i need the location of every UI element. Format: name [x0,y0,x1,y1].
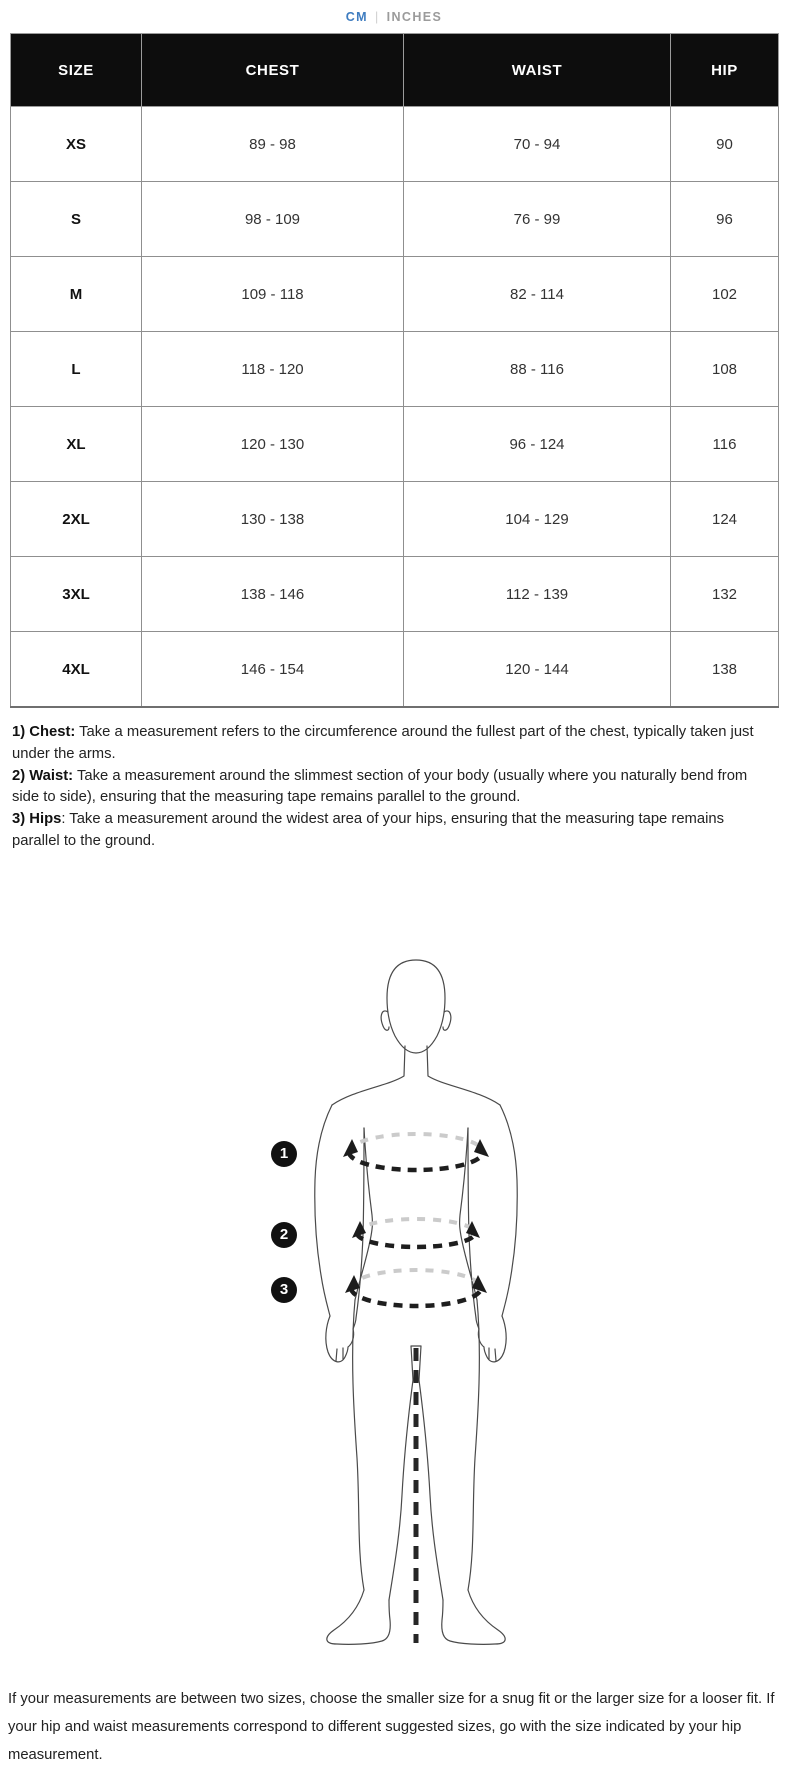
cell-size: 3XL [11,557,142,632]
hip-marker-badge: 3 [271,1277,297,1303]
column-header-chest: CHEST [142,34,404,107]
table-row [11,407,779,482]
cell-hip: 102 [671,257,779,332]
cell-waist: 70 - 94 [404,107,671,182]
instruction-waist-label: 2) Waist: [12,767,74,784]
cell-chest: 109 - 118 [142,257,404,332]
waist-marker-badge: 2 [271,1222,297,1248]
cell-hip: 96 [671,182,779,257]
tab-inches[interactable]: INCHES [386,10,443,24]
hip-ring-far [351,1270,481,1288]
cell-chest: 146 - 154 [142,632,404,708]
instruction-chest [12,722,774,766]
cell-size: XL [11,407,142,482]
instruction-waist [12,766,774,810]
cell-chest: 138 - 146 [142,557,404,632]
instruction-waist-text: Take a measurement around the slimmest section of your body (usually where you naturally bend from side to side), ensuring that the measuring tape remains parallel to the ground. [12,767,748,806]
cell-waist: 120 - 144 [404,632,671,708]
instruction-hips-text: : Take a measurement around the widest area of your hips, ensuring that the measuring tape remains parallel to the ground. [12,811,725,849]
cell-chest: 118 - 120 [142,332,404,407]
cell-waist: 96 - 124 [404,407,671,482]
column-header-size: SIZE [11,34,142,107]
cell-waist: 88 - 116 [404,332,671,407]
table-row [11,557,779,632]
cell-waist: 82 - 114 [404,257,671,332]
cell-size: M [11,257,142,332]
cell-size: XS [11,107,142,182]
cell-chest: 120 - 130 [142,407,404,482]
hip-ring-near [351,1288,481,1306]
tab-cm[interactable]: CM [345,10,368,24]
waist-ring-far [357,1219,475,1233]
instruction-chest-text: Take a measurement refers to the circumference around the fullest part of the chest, typically taken just under the arms. [12,724,754,762]
cell-waist: 104 - 129 [404,482,671,557]
cell-waist: 76 - 99 [404,182,671,257]
cell-size: S [11,182,142,257]
cell-hip: 132 [671,557,779,632]
cell-hip: 116 [671,407,779,482]
table-row [11,482,779,557]
chest-ring-near [349,1152,483,1170]
size-chart-table [10,33,779,708]
head-outline [387,960,445,1053]
cell-hip: 138 [671,632,779,708]
toggle-divider: | [374,10,380,24]
waist-ring-near [357,1233,475,1247]
table-row [11,182,779,257]
cell-size: 2XL [11,482,142,557]
cell-waist: 112 - 139 [404,557,671,632]
cell-hip: 90 [671,107,779,182]
column-header-waist: WAIST [404,34,671,107]
cell-chest: 130 - 138 [142,482,404,557]
chest-ring-far [349,1134,483,1152]
column-header-hip: HIP [671,34,779,107]
unit-toggle [0,0,788,33]
cell-hip: 124 [671,482,779,557]
instruction-hips-label: 3) Hips [12,811,62,828]
measurement-instructions [12,722,774,853]
body-measurement-diagram [236,950,596,1650]
chest-marker-badge: 1 [271,1141,297,1167]
header-row [11,34,779,107]
cell-size: L [11,332,142,407]
cell-chest: 89 - 98 [142,107,404,182]
table-row [11,332,779,407]
table-row [11,107,779,182]
table-row [11,632,779,708]
cell-size: 4XL [11,632,142,708]
cell-chest: 98 - 109 [142,182,404,257]
table-row [11,257,779,332]
cell-hip: 108 [671,332,779,407]
instruction-chest-label: 1) Chest: [12,724,76,740]
instruction-hips [12,809,774,853]
fit-note: If your measurements are between two sizes, choose the smaller size for a snug fit or the larger size for a looser fit. If your hip and waist measurements correspond to different suggested sizes, go with the size indicated by your hip measurement. [8,1690,775,1763]
